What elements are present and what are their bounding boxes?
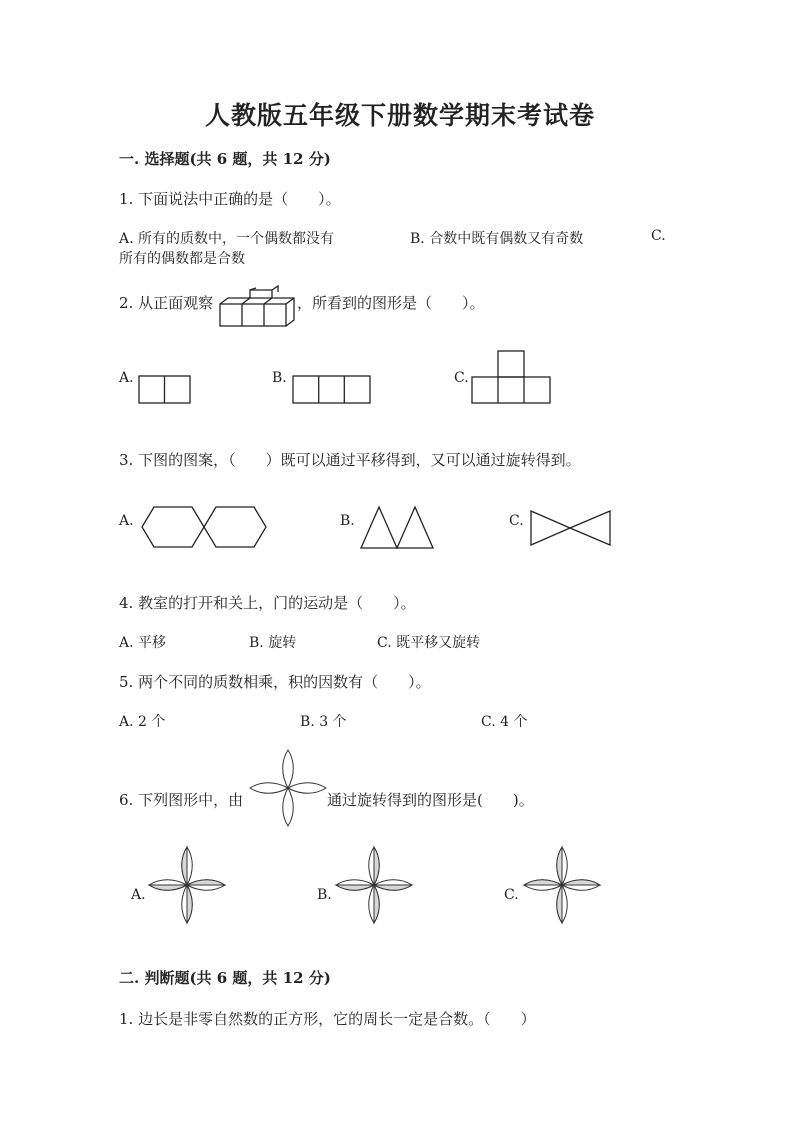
q2-option-a-figure (138, 375, 192, 405)
question-4-text: 4. 教室的打开和关上，门的运动是（ ）。 (119, 594, 416, 612)
question-2-text-before: 2. 从正面观察 (119, 294, 214, 312)
cube-stack-figure (216, 288, 296, 330)
q3-option-a-label: A. (119, 513, 134, 529)
question-6-text-after: 通过旋转得到的图形是( )。 (327, 791, 534, 809)
q3-option-c-bowtie (530, 510, 612, 548)
q4-option-b: B. 旋转 (249, 635, 297, 651)
q3-option-b-label: B. (340, 513, 355, 529)
q1-option-a: A. 所有的质数中，一个偶数都没有 (119, 231, 335, 247)
q6-option-a-flower (147, 845, 227, 925)
q5-option-c: C. 4 个 (481, 714, 528, 730)
question-1-text: 1. 下面说法中正确的是（ ）。 (119, 190, 341, 208)
q5-option-a: A. 2 个 (119, 714, 166, 730)
q4-option-c: C. 既平移又旋转 (377, 635, 481, 651)
q6-option-c-label: C. (504, 887, 519, 903)
q4-option-a: A. 平移 (119, 635, 167, 651)
question-6-text-before: 6. 下列图形中，由 (119, 791, 244, 809)
judgment-question-1-text: 1. 边长是非零自然数的正方形，它的周长一定是合数。（ ） (119, 1010, 536, 1028)
section-1-heading: 一. 选择题(共 6 题，共 12 分) (119, 150, 331, 168)
question-3-text: 3. 下图的图案，（ ）既可以通过平移得到，又可以通过旋转得到。 (119, 451, 581, 469)
q2-option-b-label: B. (272, 370, 287, 386)
section-2-heading: 二. 判断题(共 6 题，共 12 分) (119, 969, 331, 987)
q3-option-b-triangles (360, 506, 436, 550)
q6-option-c-flower (522, 845, 602, 925)
q6-option-b-flower (334, 845, 414, 925)
q2-option-c-label: C. (454, 370, 469, 386)
q1-option-c-label: C. (651, 228, 666, 244)
q6-option-b-label: B. (317, 887, 332, 903)
q1-option-c-text: 所有的偶数都是合数 (119, 251, 245, 267)
four-petal-flower-figure (248, 748, 328, 828)
q2-option-b-figure (292, 375, 372, 405)
q6-option-a-label: A. (131, 887, 146, 903)
q2-option-a-label: A. (119, 370, 134, 386)
q1-option-b: B. 合数中既有偶数又有奇数 (410, 231, 584, 247)
question-2-text-after: ，所看到的图形是（ ）。 (297, 294, 485, 312)
q3-option-c-label: C. (509, 513, 524, 529)
q3-option-a-hexagons (141, 506, 267, 550)
q2-option-c-figure (471, 350, 553, 406)
page-title: 人教版五年级下册数学期末考试卷 (204, 101, 595, 130)
question-5-text: 5. 两个不同的质数相乘，积的因数有（ ）。 (119, 673, 431, 691)
q5-option-b: B. 3 个 (300, 714, 347, 730)
